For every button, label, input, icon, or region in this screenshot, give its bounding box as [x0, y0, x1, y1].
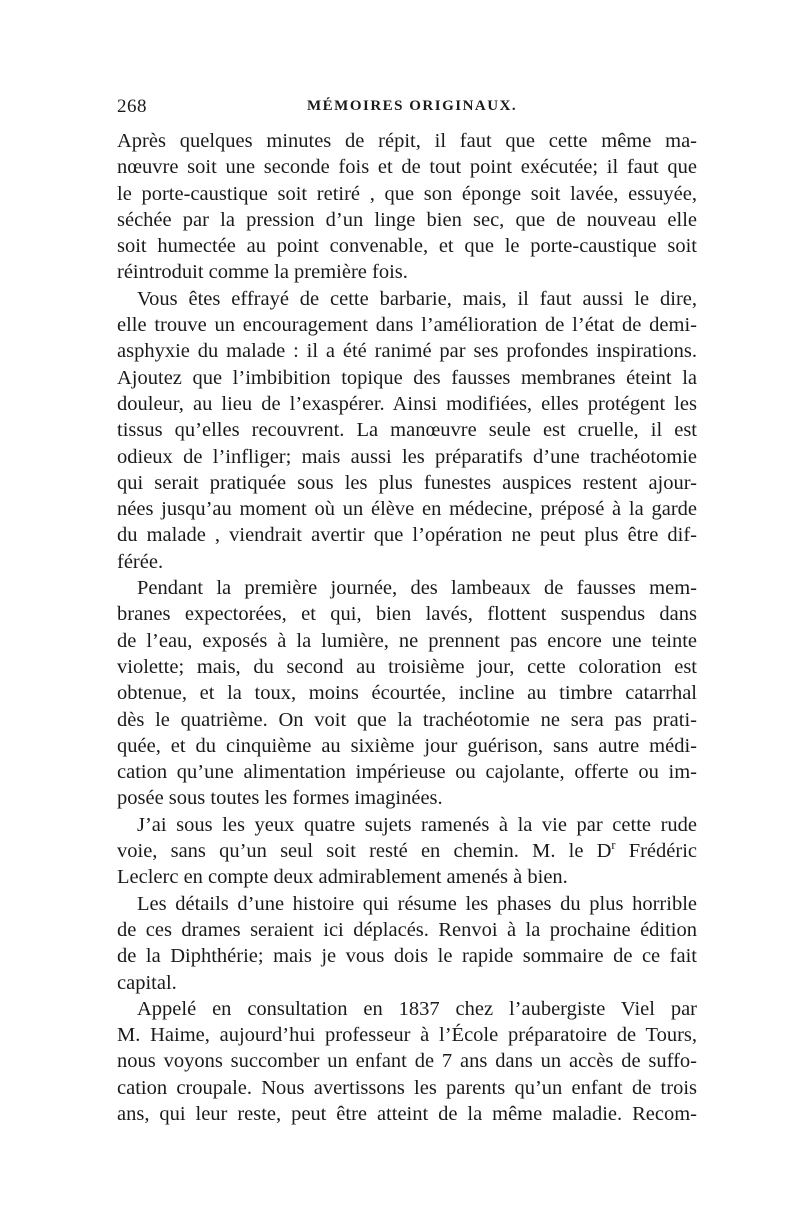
text-line: Pendant la première journée, des lambeaux de fausses mem-: [137, 577, 697, 600]
text-line-with-superscript: [117, 838, 697, 864]
text-line: dès le quatrième. On voit que la trachéotomie ne sera pas prati-: [117, 708, 697, 731]
text-line: douleur, au lieu de l’exaspérer. Ainsi modifiées, elles protégent les: [117, 392, 697, 415]
text-line: quée, et du cinquième au sixième jour guérison, sans autre médi-: [117, 734, 697, 757]
text-fragment: Frédéric: [615, 840, 697, 863]
text-line: J’ai sous les yeux quatre sujets ramenés à la vie par cette rude: [137, 813, 697, 836]
text-line: obtenue, et la toux, moins écourtée, incline au timbre catarrhal: [117, 682, 697, 705]
page-header: [117, 96, 697, 124]
superscript: r: [611, 838, 616, 853]
text-line: de la Diphthérie; mais je vous dois le rapide sommaire de ce fait: [117, 945, 697, 968]
text-line: férée.: [117, 550, 164, 573]
text-line: tissus qu’elles recouvrent. La manœuvre seule est cruelle, il est: [117, 419, 697, 442]
body-text: [117, 128, 697, 1127]
page-number: 268: [117, 96, 147, 117]
text-line: asphyxie du malade : il a été ranimé par ses profondes inspirations.: [117, 340, 697, 363]
text-line: réintroduit comme la première fois.: [117, 261, 408, 284]
text-line: nœuvre soit une seconde fois et de tout point exécutée; il faut que: [117, 156, 697, 179]
text-line: de ces drames seraient ici déplacés. Renvoi à la prochaine édition: [117, 918, 697, 941]
text-line: cation croupale. Nous avertissons les parents qu’un enfant de trois: [117, 1076, 697, 1099]
text-line: posée sous toutes les formes imaginées.: [117, 787, 443, 810]
text-line: Appelé en consultation en 1837 chez l’aubergiste Viel par: [137, 997, 697, 1020]
text-line: odieux de l’infliger; mais aussi les préparatifs d’une trachéotomie: [117, 445, 697, 468]
text-line: capital.: [117, 971, 177, 994]
text-line: Ajoutez que l’imbibition topique des fausses membranes éteint la: [117, 366, 697, 389]
text-line: soit humectée au point convenable, et que le porte-caustique soit: [117, 235, 697, 258]
text-line: le porte-caustique soit retiré , que son éponge soit lavée, essuyée,: [117, 182, 697, 205]
text-line: elle trouve un encouragement dans l’amélioration de l’état de demi-: [117, 314, 697, 337]
text-line: cation qu’une alimentation impérieuse ou cajolante, offerte ou im-: [117, 761, 697, 784]
text-line: ans, qui leur reste, peut être atteint de la même maladie. Recom-: [117, 1102, 697, 1125]
running-title: MÉMOIRES ORIGINAUX.: [307, 98, 518, 114]
text-line: Après quelques minutes de répit, il faut que cette même ma-: [117, 130, 697, 152]
text-line: de l’eau, exposés à la lumière, ne prennent pas encore une teinte: [117, 629, 697, 652]
text-line: branes expectorées, et qui, bien lavés, flottent suspendus dans: [117, 603, 697, 626]
text-line: Leclerc en compte deux admirablement amenés à bien.: [117, 866, 568, 889]
text-line: M. Haime, aujourd’hui professeur à l’École préparatoire de Tours,: [117, 1024, 697, 1047]
text-line: Les détails d’une histoire qui résume les phases du plus horrible: [137, 892, 697, 915]
text-fragment: voie, sans qu’un seul soit resté en chemin. M. le D: [117, 840, 612, 863]
text-line: qui serait pratiquée sous les plus funestes auspices restent ajour-: [117, 471, 697, 494]
text-line: Vous êtes effrayé de cette barbarie, mais, il faut aussi le dire,: [137, 287, 697, 310]
text-line: violette; mais, du second au troisième jour, cette coloration est: [117, 655, 697, 678]
text-line: séchée par la pression d’un linge bien sec, que de nouveau elle: [117, 208, 697, 231]
text-line: nous voyons succomber un enfant de 7 ans dans un accès de suffo-: [117, 1050, 697, 1073]
text-line: nées jusqu’au moment où un élève en médecine, préposé à la garde: [117, 498, 697, 521]
text-line: du malade , viendrait avertir que l’opération ne peut plus être dif-: [117, 524, 697, 547]
